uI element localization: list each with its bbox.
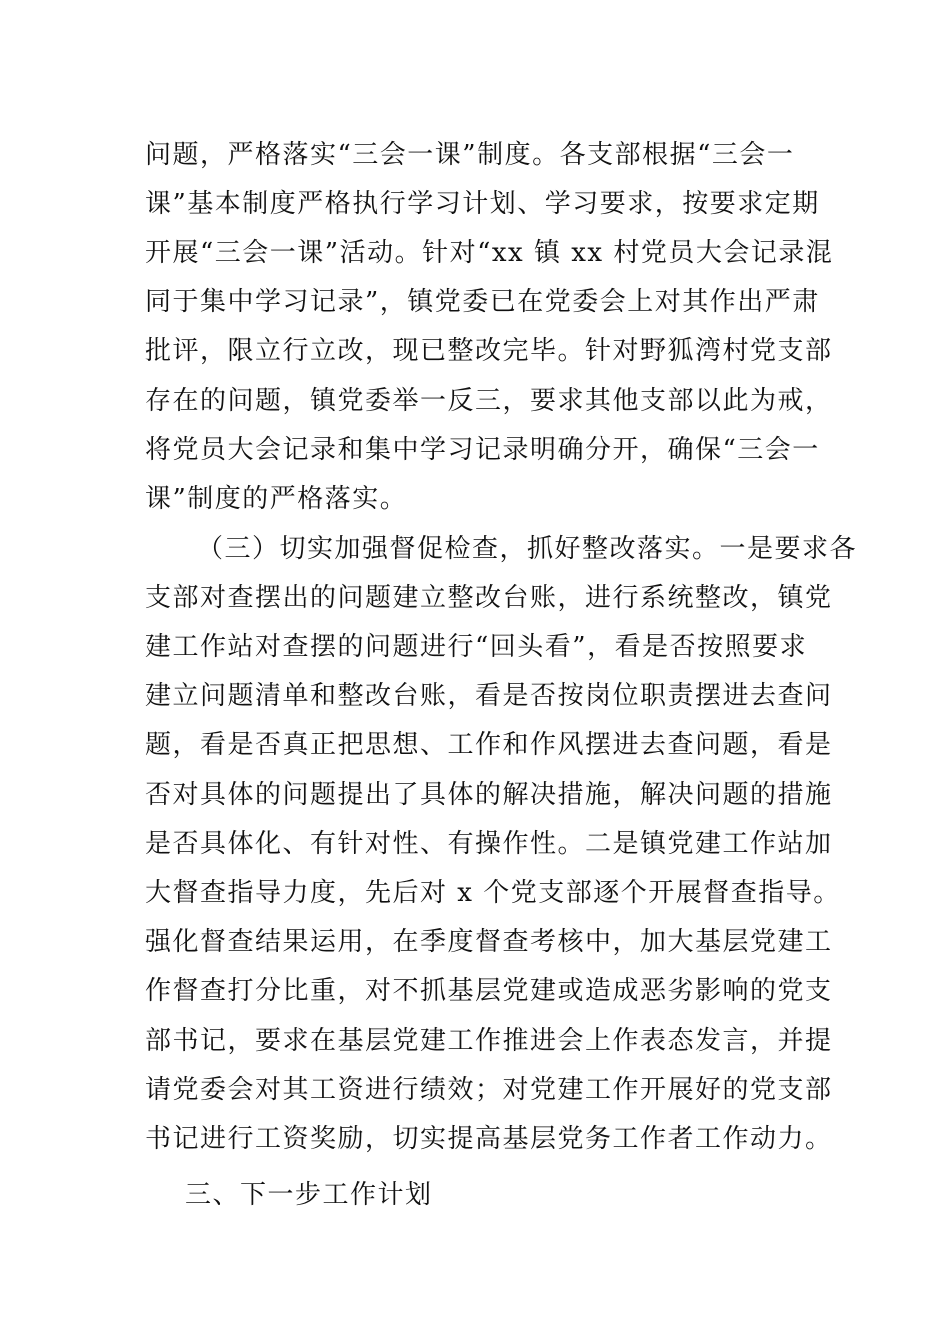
- paragraph-line: 同于集中学习记录”，镇党委已在党委会上对其作出严肃: [145, 287, 820, 317]
- paragraph-line: 建工作站对查摆的问题进行“回头看”，看是否按照要求: [145, 632, 808, 662]
- paragraph-line: 批评，限立行立改，现已整改完毕。针对野狐湾村党支部: [145, 336, 833, 366]
- paragraph-line: 作督查打分比重，对不抓基层党建或造成恶劣影响的党支: [145, 976, 833, 1006]
- paragraph-line: 否对具体的问题提出了具体的解决措施，解决问题的措施: [145, 780, 833, 810]
- section-heading: 三、下一步工作计划: [185, 1180, 433, 1210]
- paragraph-line: 课”制度的严格落实。: [145, 484, 408, 514]
- paragraph-line: 课”基本制度严格执行学习计划、学习要求，按要求定期: [145, 189, 820, 219]
- paragraph-line: 将党员大会记录和集中学习记录明确分开，确保“三会一: [145, 435, 820, 465]
- paragraph-line: 书记进行工资奖励，切实提高基层党务工作者工作动力。: [145, 1124, 833, 1154]
- paragraph-line: 支部对查摆出的问题建立整改台账，进行系统整改，镇党: [145, 583, 833, 613]
- paragraph-line: 请党委会对其工资进行绩效；对党建工作开展好的党支部: [145, 1075, 833, 1105]
- paragraph-line: 问题，严格落实“三会一课”制度。各支部根据“三会一: [145, 140, 795, 170]
- paragraph-line: 是否具体化、有针对性、有操作性。二是镇党建工作站加: [145, 829, 833, 859]
- paragraph-line: 存在的问题，镇党委举一反三，要求其他支部以此为戒，: [145, 386, 833, 416]
- paragraph-line: 强化督查结果运用，在季度督查考核中，加大基层党建工: [145, 927, 833, 957]
- paragraph-line: 大督查指导力度，先后对 x 个党支部逐个开展督查指导。: [145, 878, 841, 908]
- paragraph-line: 部书记，要求在基层党建工作推进会上作表态发言，并提: [145, 1026, 833, 1056]
- paragraph-line: 开展“三会一课”活动。针对“xx 镇 xx 村党员大会记录混: [145, 238, 834, 268]
- paragraph-line: 题，看是否真正把思想、工作和作风摆进去查问题，看是: [145, 730, 833, 760]
- paragraph-line: 建立问题清单和整改台账，看是否按岗位职责摆进去查问: [145, 681, 833, 711]
- section-three-paragraph-start: （三）切实加强督促检查，抓好整改落实。一是要求各: [197, 534, 858, 564]
